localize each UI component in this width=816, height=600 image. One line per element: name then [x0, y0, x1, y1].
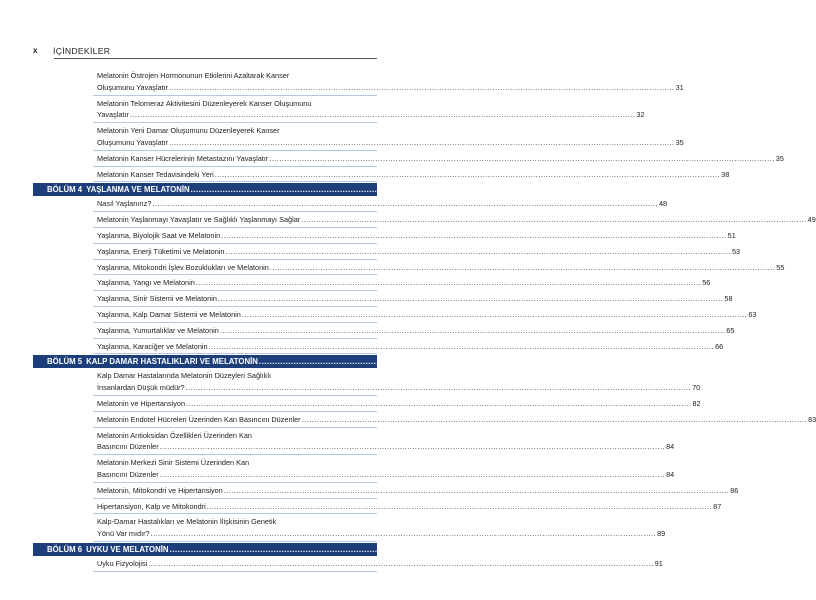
toc-entry[interactable]: [93, 244, 741, 260]
dot-leader: ........................................................................................................................................................................................................: [223, 485, 730, 495]
entry-page-number: 55: [776, 262, 785, 272]
dot-leader: ........................................................................................................................................................................................................: [301, 215, 807, 225]
entry-page-number: 70: [692, 383, 701, 393]
entry-title-line: Oluşumunu Yavaşlatır: [97, 137, 169, 147]
chapter-title: KALP DAMAR HASTALIKLARI VE MELATONİN: [86, 357, 258, 367]
entry-page-number: 35: [675, 137, 684, 147]
dot-leader: ........................................................................................................................................................................................................: [129, 110, 636, 120]
dot-leader: ........................................................................................................................................................................................................: [150, 529, 657, 539]
toc-entry[interactable]: [93, 396, 701, 412]
entry-title-line: Yönü Var mıdır?: [97, 529, 150, 539]
entry-title-line: Melatonin Kanser Hücrelerinin Metastazını Yavaşlatır: [97, 153, 269, 163]
chapter-label: BÖLÜM 5: [47, 357, 83, 367]
entry-title-line: Yaşlanma, Yumurtalıklar ve Melatonin: [97, 325, 219, 335]
dot-leader: ........................................................................................................................................................................................................: [169, 82, 675, 92]
dot-leader: ........................................................................................................................................................................................................: [214, 169, 721, 179]
table-of-contents: [33, 68, 816, 572]
entry-page-number: 32: [636, 110, 645, 120]
entry-title-line: Melatonin Antioksidan Özellikleri Üzerinden Kan: [97, 430, 252, 440]
dot-leader: ........................................................................................................................................................................................................: [159, 469, 666, 479]
toc-entry[interactable]: [93, 212, 816, 228]
entry-title-line: Uyku Fizyolojisi: [97, 558, 148, 568]
entry-title-line: Melatonin, Mitokondri ve Hipertansiyon: [97, 485, 223, 495]
entry-page-number: 65: [726, 325, 735, 335]
entry-title-line: Melatonin Östrojen Hormonunun Etkilerini Azaltarak Kanser: [97, 71, 290, 80]
entry-last-line: [97, 82, 684, 94]
dot-leader: ........................................................................................................................................................................................................: [241, 309, 748, 319]
entry-last-line: [97, 262, 785, 274]
toc-entry[interactable]: [93, 556, 663, 572]
entry-page-number: 48: [658, 199, 668, 209]
toc-entry[interactable]: [93, 260, 785, 276]
entry-last-line: [97, 153, 784, 165]
entry-last-line: [97, 137, 684, 149]
entry-title-line: İnsanlardan Düşük müdür?: [97, 383, 185, 393]
dot-leader: ........................................................................................................................................................................................................: [195, 278, 702, 288]
dot-leader: ........................................................................................................................................................................................................: [206, 501, 713, 511]
entry-last-line: [97, 414, 816, 426]
entry-title-line: Basıncını Düzenler: [97, 442, 159, 452]
entry-last-line: [97, 469, 675, 481]
entry-page-number: 49: [807, 215, 816, 225]
entry-last-line: [97, 528, 666, 540]
toc-entry[interactable]: [93, 275, 711, 291]
entry-title-line: Nasıl Yaşlanırız?: [97, 199, 152, 209]
dot-leader: ........................................................................................................................................................................................................: [169, 544, 703, 554]
entry-page-number: 66: [715, 341, 724, 351]
entry-last-line: [97, 293, 733, 305]
entry-last-line: [97, 309, 757, 321]
dot-leader: ........................................................................................................................................................................................................: [217, 294, 724, 304]
header-rule: [54, 58, 377, 59]
entry-last-line: [97, 341, 724, 353]
chapter-page-number: 91: [703, 544, 713, 554]
entry-page-number: 63: [748, 309, 757, 319]
entry-page-number: 84: [666, 469, 675, 479]
entry-page-number: 51: [727, 230, 736, 240]
entry-title-line: Kalp-Damar Hastalıkları ve Melatonin İlişkisinin Genetik: [97, 517, 277, 527]
toc-entry[interactable]: [93, 228, 736, 244]
entry-last-line: [97, 109, 645, 121]
chapter-page-number: 47: [724, 185, 734, 195]
chapter-label: BÖLÜM 6: [47, 544, 83, 554]
toc-entry[interactable]: [93, 339, 724, 355]
entry-last-line: [97, 441, 675, 453]
entry-title-line: Hipertansiyon, Kalp ve Mitokondri: [97, 501, 206, 511]
toc-entry[interactable]: [93, 323, 735, 339]
entry-page-number: 56: [702, 278, 711, 288]
entry-last-line: [97, 558, 663, 570]
entry-last-line: [97, 382, 701, 394]
toc-entry[interactable]: [93, 196, 668, 212]
toc-entry[interactable]: [93, 455, 675, 483]
toc-entry[interactable]: [93, 412, 816, 428]
dot-leader: ........................................................................................................................................................................................................: [186, 398, 692, 408]
chapter-title: UYKU VE MELATONİN: [86, 544, 169, 554]
entry-page-number: 58: [724, 294, 733, 304]
entry-page-number: 83: [808, 414, 816, 424]
entry-title-line: Yaşlanma, Biyolojik Saat ve Melatonin: [97, 230, 221, 240]
entry-title-line: Oluşumunu Yavaşlatır: [97, 82, 169, 92]
entry-title-line: Melatonin Endotel Hücreleri Üzerinden Kan Basıncını Düzenler: [97, 414, 301, 424]
dot-leader: ........................................................................................................................................................................................................: [208, 341, 715, 351]
entry-page-number: 35: [775, 153, 784, 163]
entry-last-line: [97, 485, 739, 497]
entry-last-line: [97, 501, 722, 513]
toc-entry[interactable]: [93, 428, 675, 456]
dot-leader: ........................................................................................................................................................................................................: [258, 357, 793, 367]
toc-entry[interactable]: [93, 167, 730, 183]
dot-leader: ........................................................................................................................................................................................................: [185, 383, 692, 393]
dot-leader: ........................................................................................................................................................................................................: [169, 137, 675, 147]
entry-page-number: 89: [657, 529, 666, 539]
entry-title-line: Melatonin Kanser Tedavisindeki Yeri: [97, 169, 214, 179]
entry-page-number: 82: [692, 398, 701, 408]
entry-title-line: Yaşlanma, Kalp Damar Sistemi ve Melatonin: [97, 309, 241, 319]
page-number: x: [33, 46, 38, 55]
entry-last-line: [97, 214, 816, 226]
entry-last-line: [97, 198, 668, 210]
entry-page-number: 38: [721, 169, 730, 179]
entry-title-line: Melatonin Merkezi Sinir Sistemi Üzerinden Kan: [97, 458, 250, 468]
entry-title-line: Yaşlanma, Karaciğer ve Melatonin: [97, 341, 208, 351]
chapter-label: BÖLÜM 4: [47, 185, 83, 195]
dot-leader: ........................................................................................................................................................................................................: [269, 153, 775, 163]
entry-page-number: 31: [675, 82, 684, 92]
entry-page-number: 91: [654, 558, 663, 568]
toc-entry[interactable]: [93, 96, 645, 124]
toc-entry[interactable]: [93, 499, 722, 515]
dot-leader: ........................................................................................................................................................................................................: [221, 230, 727, 240]
entry-title-line: Yaşlanma, Yangı ve Melatonin: [97, 278, 195, 288]
entry-title-line: Yavaşlatır: [97, 110, 129, 120]
entry-last-line: [97, 325, 735, 337]
entry-title-line: Basıncını Düzenler: [97, 469, 159, 479]
toc-entry[interactable]: [93, 151, 784, 167]
entry-last-line: [97, 169, 730, 181]
toc-entry[interactable]: [93, 514, 666, 542]
entry-title-line: Melatonin Yaşlanmayı Yavaşlatır ve Sağlıklı Yaşlanmayı Sağlar: [97, 215, 301, 225]
dot-leader: ........................................................................................................................................................................................................: [301, 414, 808, 424]
entry-title-line: Kalp Damar Hastalarında Melatonin Düzeyleri Sağlıklı: [97, 371, 271, 381]
dot-leader: ........................................................................................................................................................................................................: [190, 185, 724, 195]
chapter-heading[interactable]: [33, 355, 802, 368]
entry-title-line: Melatonin ve Hipertansiyon: [97, 398, 186, 408]
toc-entry[interactable]: [93, 68, 684, 96]
chapter-heading[interactable]: [33, 183, 734, 196]
entry-title-line: Yaşlanma, Enerji Tüketimi ve Melatonin: [97, 246, 225, 256]
dot-leader: ........................................................................................................................................................................................................: [152, 199, 658, 209]
toc-entry[interactable]: [93, 368, 701, 396]
entry-last-line: [97, 277, 711, 289]
page-title: İÇİNDEKİLER: [53, 46, 111, 56]
entry-last-line: [97, 246, 741, 258]
toc-entry[interactable]: [93, 483, 739, 499]
entry-page-number: 53: [731, 246, 741, 256]
entry-page-number: 84: [666, 442, 675, 452]
chapter-title: YAŞLANMA VE MELATONİN: [86, 185, 190, 195]
entry-title-line: Yaşlanma, Mitokondri İşlev Bozuklukları ve Melatonin: [97, 262, 269, 272]
toc-entry[interactable]: [93, 307, 757, 323]
entry-last-line: [97, 230, 736, 242]
entry-title-line: Melatonin Yeni Damar Oluşumunu Düzenleyerek Kanser: [97, 126, 280, 136]
dot-leader: ........................................................................................................................................................................................................: [159, 442, 666, 452]
dot-leader: ........................................................................................................................................................................................................: [269, 262, 776, 272]
dot-leader: ........................................................................................................................................................................................................: [148, 558, 654, 568]
dot-leader: ........................................................................................................................................................................................................: [219, 325, 726, 335]
toc-entry[interactable]: [93, 291, 733, 307]
chapter-page-number: 69: [793, 357, 802, 367]
entry-title-line: Yaşlanma, Sinir Sistemi ve Melatonin: [97, 294, 217, 304]
dot-leader: ........................................................................................................................................................................................................: [225, 246, 731, 256]
chapter-heading[interactable]: [33, 543, 713, 556]
entry-title-line: Melatonin Telomeraz Aktivitesini Düzenleyerek Kanser Oluşumunu: [97, 98, 312, 108]
entry-last-line: [97, 398, 701, 410]
toc-entry[interactable]: [93, 123, 684, 151]
entry-page-number: 87: [713, 501, 722, 511]
entry-page-number: 86: [730, 485, 739, 495]
